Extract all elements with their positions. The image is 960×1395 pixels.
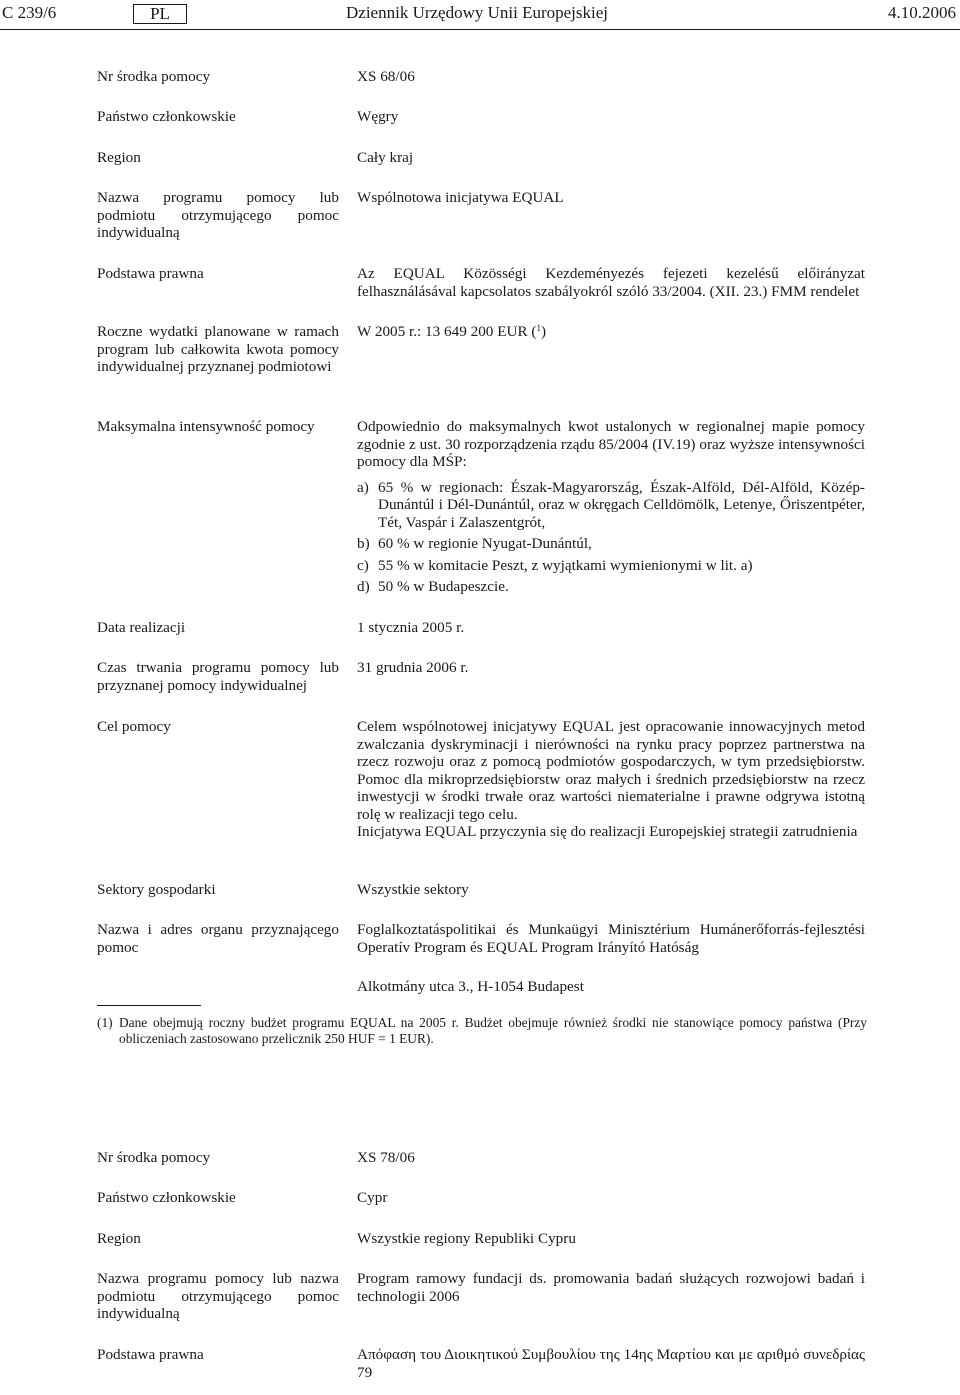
- field-value: Program ramowy fundacji ds. promowania badań służących rozwojowi badań i technologii 2006: [357, 1270, 865, 1305]
- field-label: Maksymalna intensywność pomocy: [97, 418, 315, 435]
- field-label: Czas trwania programu pomocy lub przyznanej pomocy indywidualnej: [97, 659, 339, 694]
- list-item: [357, 557, 865, 575]
- intensity-list: [357, 479, 865, 596]
- field-value: 1 stycznia 2005 r.: [357, 619, 465, 636]
- field-label: Roczne wydatki planowane w ramach program lub całkowita kwota pomocy indywidualnej przyznanej podmiotowi: [97, 323, 339, 375]
- field-value: Węgry: [357, 108, 399, 125]
- field-value: Cały kraj: [357, 149, 414, 166]
- list-marker: d): [357, 578, 370, 595]
- journal-title: Dziennik Urzędowy Unii Europejskiej: [346, 3, 609, 22]
- objective-paragraph: Celem wspólnotowej inicjatywy EQUAL jest opracowanie innowacyjnych metod zwalczania dyskryminacji i nierówności na rynku pracy poprzez partnerstwa na rzecz rozwoju oraz z pomocą podmiotów gospodarczych, w tym przedsiębiorstw. Pomoc dla mikroprzedsiębiorstw oraz małych i średnich przedsiębiorstw na rzecz inwestycji w środki trwałe oraz wartości niematerialne i prawne odgrywa istotną rolę w realizacji tego celu.: [357, 718, 865, 823]
- field-value: 31 grudnia 2006 r.: [357, 659, 469, 676]
- field-label: Cel pomocy: [97, 718, 171, 735]
- field-value: Wszystkie regiony Republiki Cypru: [357, 1230, 576, 1247]
- language-badge: PL: [133, 4, 187, 24]
- field-value: Wspólnotowa inicjatywa EQUAL: [357, 189, 564, 206]
- field-label: Podstawa prawna: [97, 265, 204, 282]
- list-item: [357, 535, 865, 553]
- expenditure-text: W 2005 r.: 13 649 200 EUR (: [357, 323, 537, 340]
- list-marker: a): [357, 478, 369, 496]
- list-text: 50 % w Budapeszcie.: [378, 578, 509, 595]
- page-header: [0, 4, 960, 26]
- expenditure-close: ): [540, 323, 546, 340]
- field-label: Data realizacji: [97, 619, 186, 636]
- list-item: [357, 479, 865, 532]
- field-label: Nr środka pomocy: [97, 1149, 211, 1166]
- field-value: Az EQUAL Közösségi Kezdeményezés fejezeti kezelésű előirányzat felhasználásával kapcsolatos szabályokról szóló 33/2004. (XII. 23.) FMM rendelet: [357, 265, 865, 300]
- field-value: Cypr: [357, 1189, 388, 1206]
- list-text: 60 % w regionie Nyugat-Dunántúl,: [378, 535, 592, 552]
- field-label: Nazwa i adres organu przyznającego pomoc: [97, 921, 339, 956]
- footnote-ref: 1: [536, 323, 541, 333]
- header-rule: [0, 29, 960, 30]
- field-label: Region: [97, 1230, 141, 1247]
- authority-name: Foglalkoztatáspolitikai és Munkaügyi Minisztérium Humánerőforrás-fejlesztési Operatív Program és EQUAL Program Irányító Hatóság: [357, 921, 865, 956]
- field-value: Wszystkie sektory: [357, 881, 469, 898]
- list-marker: b): [357, 535, 370, 552]
- field-label: Państwo członkowskie: [97, 108, 236, 125]
- field-value: [357, 323, 865, 341]
- field-value: XS 68/06: [357, 68, 415, 85]
- list-item: [357, 578, 865, 596]
- field-label: Region: [97, 149, 141, 166]
- field-label: Podstawa prawna: [97, 1346, 204, 1363]
- authority-address: Alkotmány utca 3., H-1054 Budapest: [357, 978, 584, 995]
- footnote-rule: [97, 1005, 201, 1006]
- footnote-marker: (1): [97, 1015, 113, 1030]
- field-value: [357, 418, 865, 600]
- field-label: Sektory gospodarki: [97, 881, 216, 898]
- list-marker: c): [357, 556, 369, 574]
- list-text: 65 % w regionach: Észak-Magyarország, Észak-Alföld, Dél-Alföld, Közép-Dunántúl i Dél-Dunántúl, oraz w okręgach Celldömölk, Letenye, Őriszentpéter, Tét, Vaspár i Zalaszentgrót,: [378, 478, 865, 531]
- footnote: [97, 1015, 867, 1047]
- field-value: XS 78/06: [357, 1149, 415, 1166]
- field-value: Απόφαση του Διοικητικού Συμβουλίου της 14ης Μαρτίου και με αριθμό συνεδρίας 79: [357, 1346, 865, 1381]
- field-label: Nr środka pomocy: [97, 68, 211, 85]
- page-number: C 239/6: [2, 3, 57, 22]
- field-label: Nazwa programu pomocy lub nazwa podmiotu otrzymującego pomoc indywidualną: [97, 1270, 339, 1322]
- issue-date: 4.10.2006: [888, 3, 956, 22]
- list-text: 55 % w komitacie Peszt, z wyjątkami wymienionymi w lit. a): [378, 556, 753, 574]
- objective-paragraph: Inicjatywa EQUAL przyczynia się do realizacji Europejskiej strategii zatrudnienia: [357, 823, 858, 840]
- footnote-text: Dane obejmują roczny budżet programu EQUAL na 2005 r. Budżet obejmuje również środki nie stanowiące pomocy państwa (Przy obliczeniach zastosowano przelicznik 250 HUF = 1 EUR).: [119, 1015, 867, 1046]
- field-label: Nazwa programu pomocy lub podmiotu otrzymującego pomoc indywidualną: [97, 189, 339, 241]
- field-value: [357, 718, 865, 841]
- intensity-intro: Odpowiednio do maksymalnych kwot ustalonych w regionalnej mapie pomocy zgodnie z ust. 30 rozporządzenia rządu 85/2004 (IV.19) oraz wyższe intensywności pomocy dla MŚP:: [357, 418, 865, 470]
- field-value: [357, 921, 865, 996]
- field-label: Państwo członkowskie: [97, 1189, 236, 1206]
